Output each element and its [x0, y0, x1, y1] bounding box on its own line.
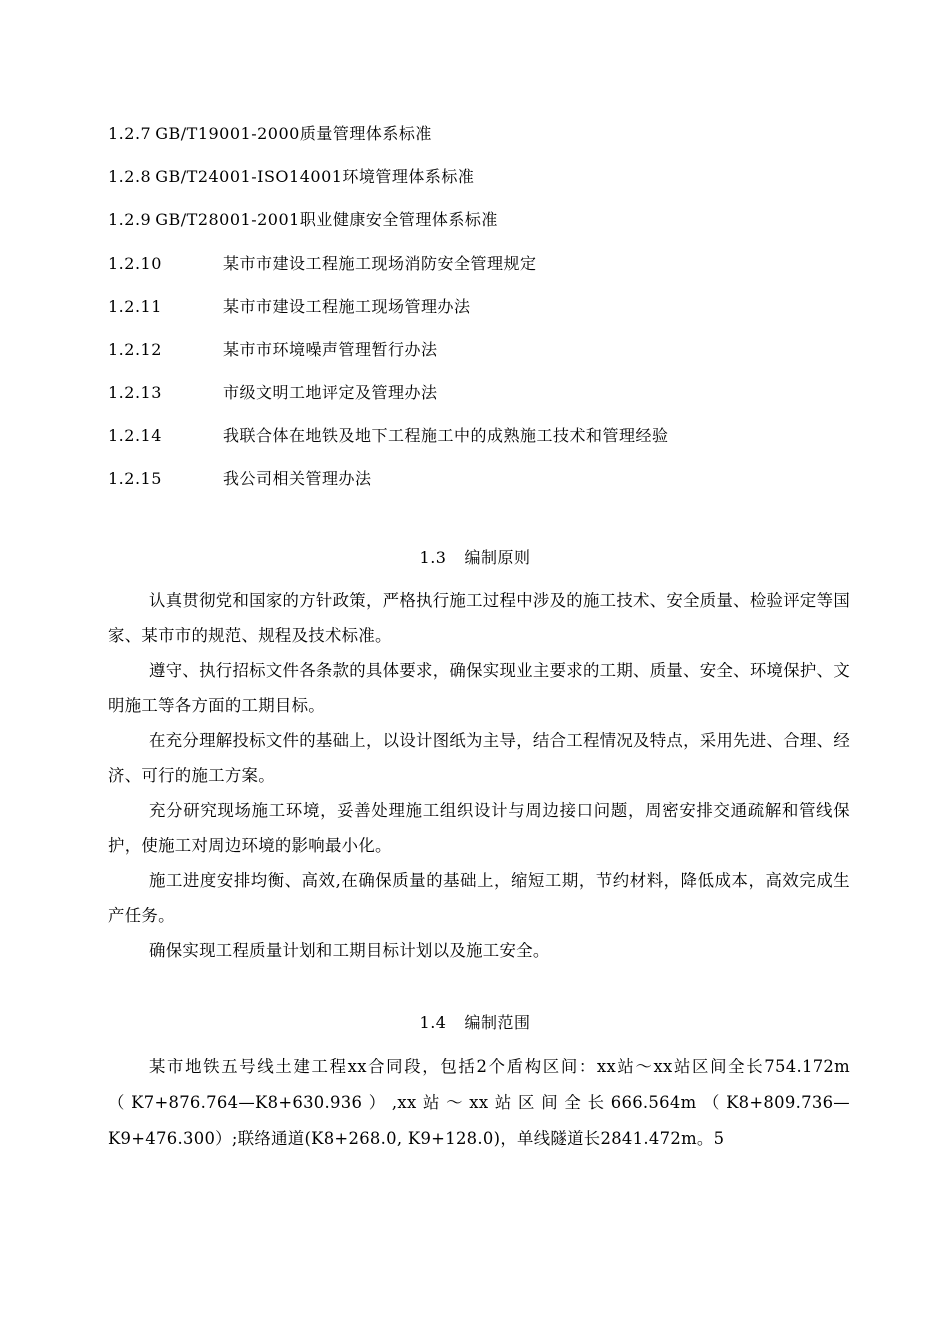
item-text: 我联合体在地铁及地下工程施工中的成熟施工技术和管理经验 [223, 426, 669, 445]
section-title: 编制原则 [464, 548, 531, 567]
item-number: 1.2.14 [108, 426, 162, 445]
item-text: GB/T24001-ISO14001环境管理体系标准 [155, 167, 475, 186]
section-heading-1-3 [0, 546, 950, 570]
principle-paragraph-5: 施工进度安排均衡、高效,在确保质量的基础上，缩短工期，节约材料，降低成本，高效完成生产任务。 [108, 871, 850, 925]
standard-item-1-2-11 [108, 295, 471, 319]
standard-item-1-2-9 [108, 208, 498, 232]
item-number: 1.2.15 [108, 469, 162, 488]
item-text: GB/T19001-2000质量管理体系标准 [155, 124, 432, 143]
standard-item-1-2-12 [108, 338, 438, 362]
item-number: 1.2.13 [108, 383, 162, 402]
standard-item-1-2-10 [108, 252, 537, 276]
section-title: 编制范围 [464, 1013, 531, 1032]
item-text: 某市市建设工程施工现场消防安全管理规定 [223, 254, 537, 273]
section-number: 1.3 [419, 548, 447, 567]
item-number: 1.2.12 [108, 340, 162, 359]
item-text: 市级文明工地评定及管理办法 [223, 383, 438, 402]
standard-item-1-2-13 [108, 381, 438, 405]
section-heading-1-4 [0, 1011, 950, 1035]
item-number: 1.2.7 [108, 124, 152, 143]
principle-paragraph-1: 认真贯彻党和国家的方针政策，严格执行施工过程中涉及的施工技术、安全质量、检验评定等国家、某市市的规范、规程及技术标准。 [108, 591, 851, 645]
item-number: 1.2.9 [108, 210, 152, 229]
standard-item-1-2-7 [108, 122, 432, 146]
item-text: GB/T28001-2001职业健康安全管理体系标准 [155, 210, 498, 229]
standard-item-1-2-15 [108, 467, 372, 491]
scope-paragraph: 某市地铁五号线土建工程xx合同段，包括2个盾构区间：xx站～xx站区间全长754.172m（K7+876.764—K8+630.936）,xx站～xx站区间全长666.564m（K8+809.736—K9+476.300）;联络通道(K8+268.0, K9+128.0)，单线隧道长2841.472m。5 [108, 1057, 850, 1148]
item-number: 1.2.11 [108, 297, 162, 316]
principle-paragraph-2: 遵守、执行招标文件各条款的具体要求，确保实现业主要求的工期、质量、安全、环境保护、文明施工等各方面的工期目标。 [108, 661, 851, 715]
principle-paragraph-3: 在充分理解投标文件的基础上，以设计图纸为主导，结合工程情况及特点，采用先进、合理、经济、可行的施工方案。 [108, 731, 851, 785]
standard-item-1-2-8 [108, 165, 474, 189]
item-text: 某市市环境噪声管理暂行办法 [223, 340, 438, 359]
standard-item-1-2-14 [108, 424, 669, 448]
item-number: 1.2.10 [108, 254, 162, 273]
item-text: 某市市建设工程施工现场管理办法 [223, 297, 471, 316]
item-text: 我公司相关管理办法 [223, 469, 372, 488]
principle-paragraph-6: 确保实现工程质量计划和工期目标计划以及施工安全。 [149, 941, 550, 960]
principle-paragraph-4: 充分研究现场施工环境，妥善处理施工组织设计与周边接口问题，周密安排交通疏解和管线保护，使施工对周边环境的影响最小化。 [108, 801, 850, 855]
item-number: 1.2.8 [108, 167, 152, 186]
section-number: 1.4 [419, 1013, 447, 1032]
